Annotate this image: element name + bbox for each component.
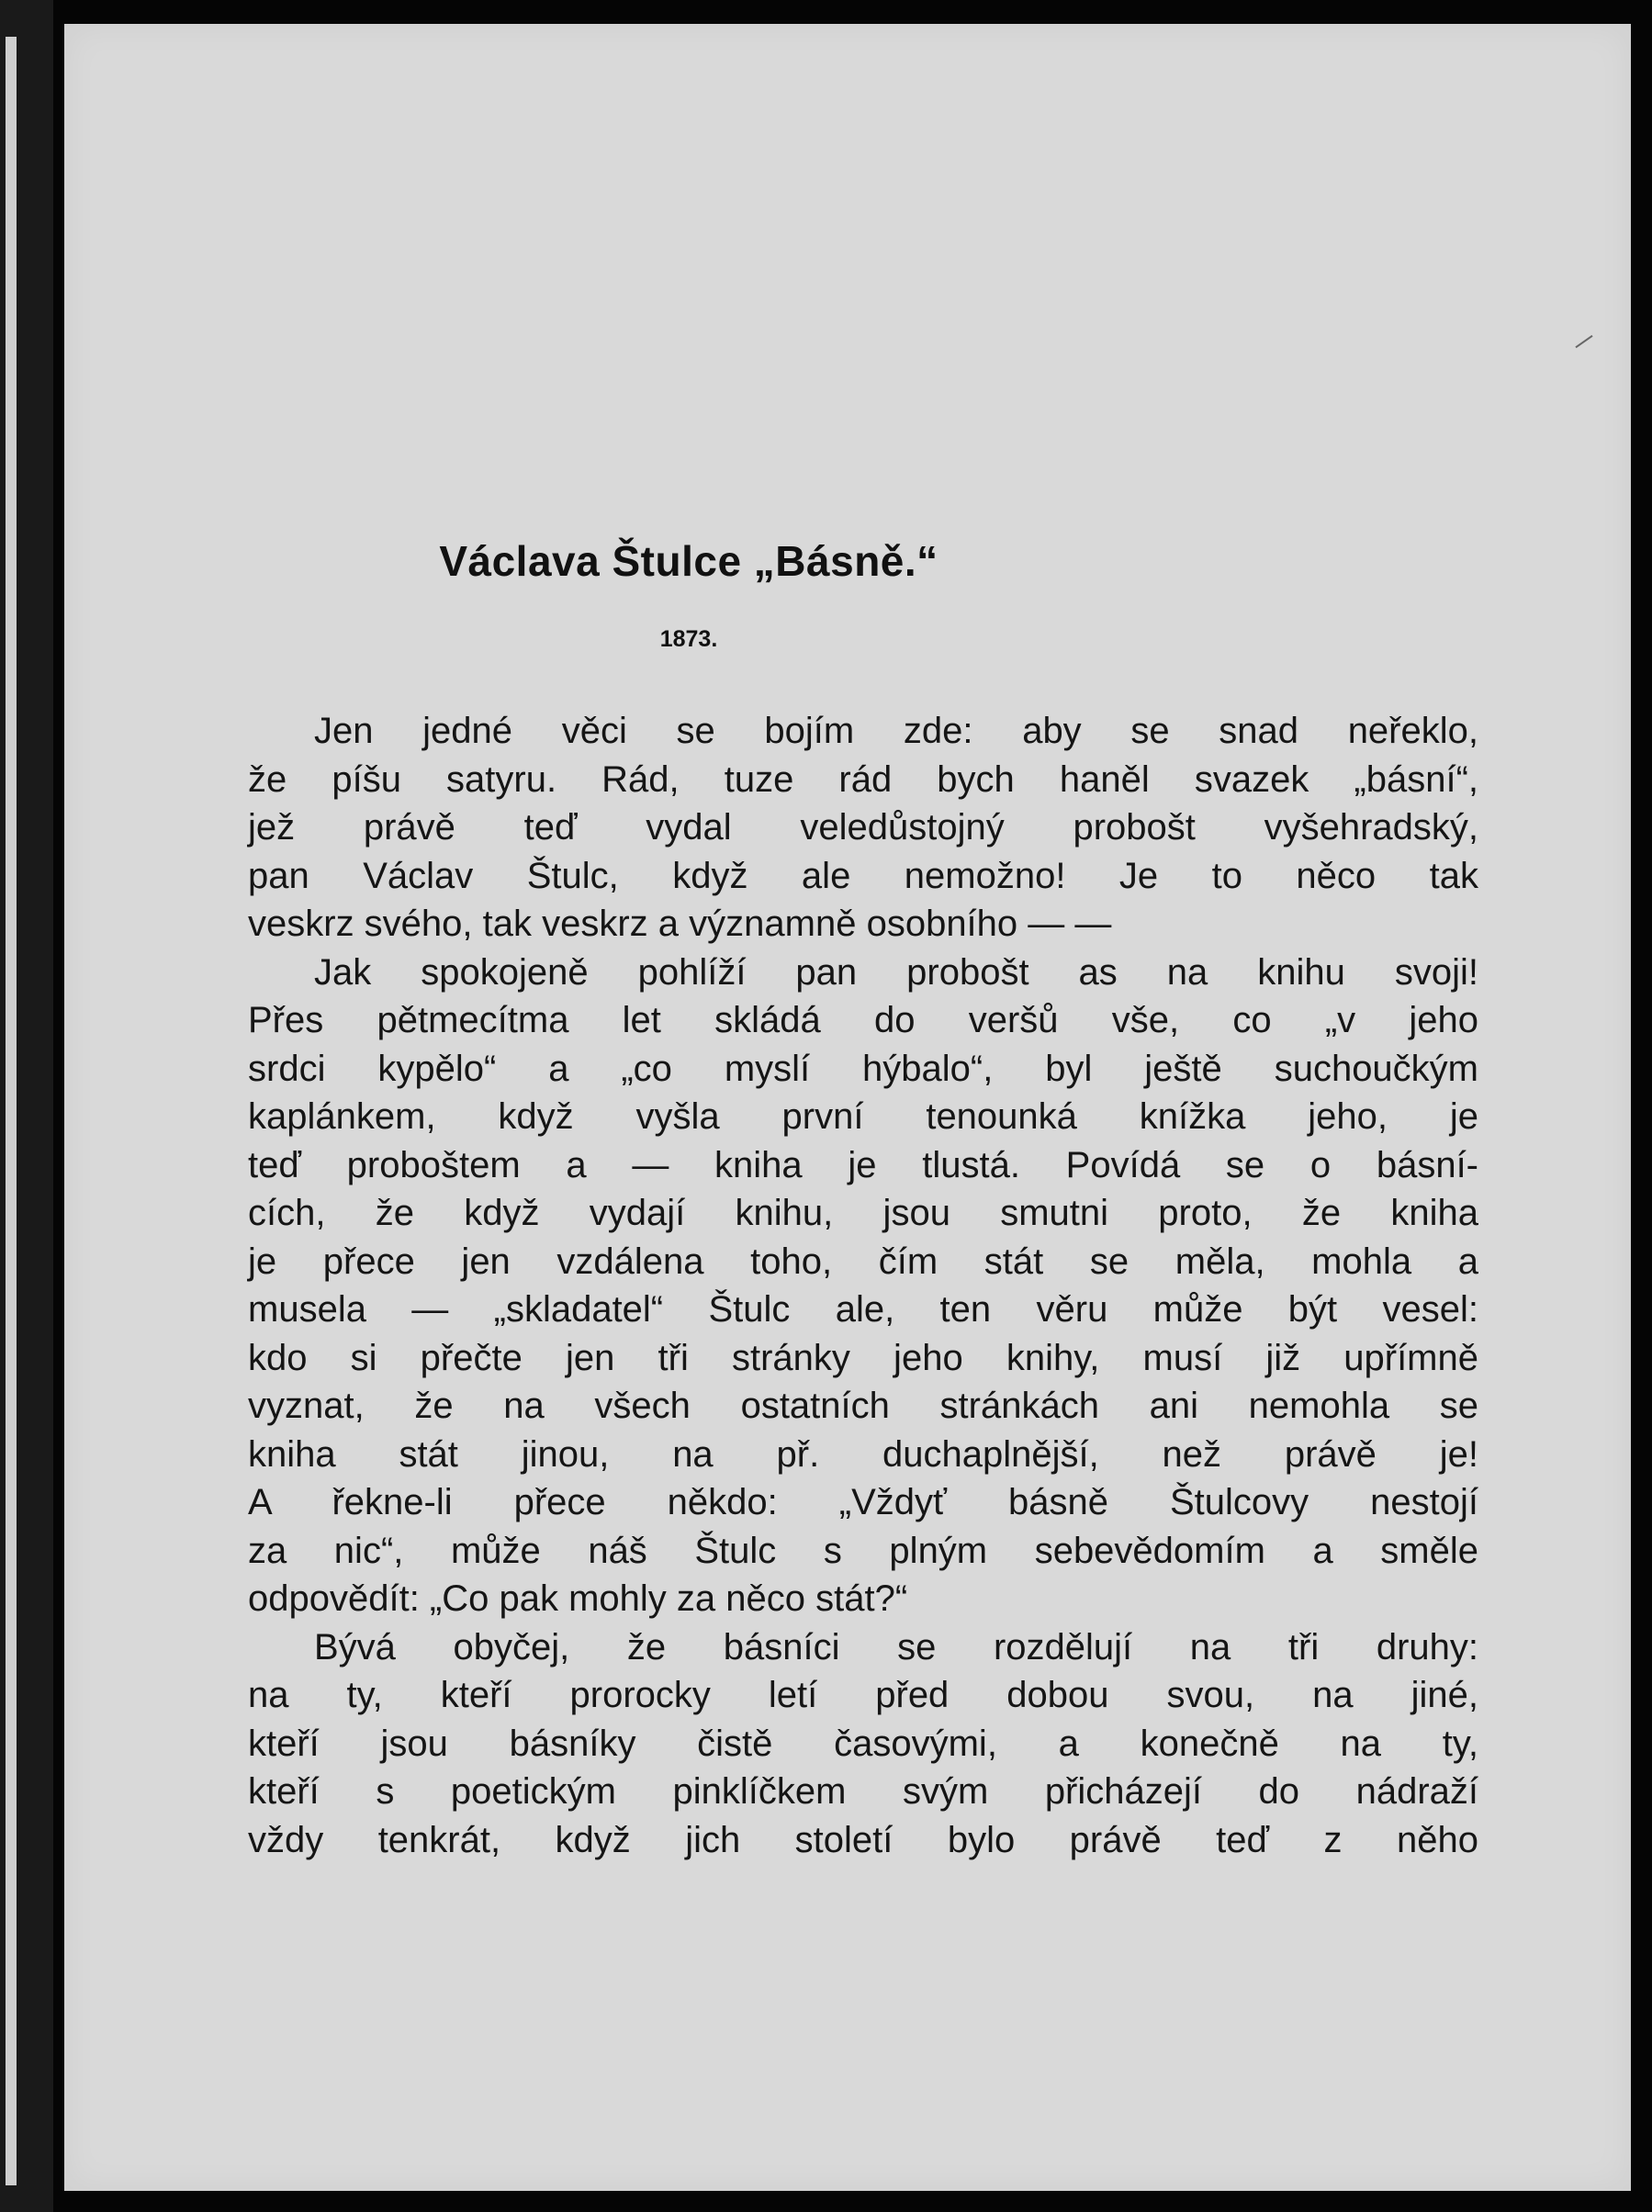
text-line: Jak spokojeně pohlíží pan probošt as na knihu svoji! (314, 951, 1478, 993)
body-text (248, 707, 1478, 1864)
text-line: pan Václav Štulc, když ale nemožno! Je to něco tak (248, 855, 1478, 896)
text-line: srdci kypělo“ a „co myslí hýbalo“, byl ještě suchoučkým (248, 1048, 1478, 1089)
text-line: na ty, kteří prorocky letí před dobou svou, na jiné, (248, 1675, 1478, 1715)
adjacent-page-strip (6, 37, 17, 2185)
text-line: Bývá obyčej, že básníci se rozdělují na tři druhy: (314, 1626, 1478, 1667)
text-line: je přece jen vzdálena toho, čím stát se měla, mohla a (248, 1241, 1478, 1282)
text-line: kniha stát jinou, na př. duchaplnější, než právě je! (248, 1433, 1478, 1475)
text-line: že píšu satyru. Rád, tuze rád bych haněl svazek „básní“, (248, 758, 1478, 800)
text-line: Přes pětmecítma let skládá do veršů vše, co „v jeho (248, 1000, 1478, 1040)
text-line: za nic“, může náš Štulc s plným sebevědomím a směle (248, 1530, 1478, 1571)
text-line: vždy tenkrát, když jich století bylo právě teď z něho (248, 1819, 1478, 1860)
text-line: jež právě teď vydal veledůstojný probošt vyšehradský, (248, 807, 1478, 848)
text-line: kteří jsou básníky čistě časovými, a konečně na ty, (248, 1723, 1478, 1764)
text-line: kteří s poetickým pinklíčkem svým přicházejí do nádraží (248, 1771, 1478, 1812)
text-line: kaplánkem, když vyšla první tenounká knížka jeho, je (248, 1096, 1478, 1137)
page-year: 1873. (659, 626, 718, 652)
text-line: veskrz svého, tak veskrz a významně osobního — — (248, 904, 1112, 944)
text-line: musela — „skladatel“ Štulc ale, ten věru může být vesel: (248, 1289, 1478, 1330)
text-line: teď proboštem a — kniha je tlustá. Povídá se o básní- (248, 1144, 1478, 1185)
text-line: cích, že když vydají knihu, jsou smutni proto, že kniha (248, 1193, 1478, 1233)
text-line: vyznat, že na všech ostatních stránkách ani nemohla se (248, 1386, 1478, 1426)
book-page (64, 24, 1631, 2191)
text-line: odpovědít: „Co pak mohly za něco stát?“ (248, 1578, 908, 1619)
page-title: Václava Štulce „Básně.“ (439, 537, 938, 585)
text-line: kdo si přečte jen tři stránky jeho knihy, musí již upřímně (248, 1337, 1478, 1378)
text-line: A řekne-li přece někdo: „Vždyť básně Štulcovy nestojí (248, 1482, 1478, 1522)
text-line: Jen jedné věci se bojím zde: aby se snad neřeklo, (314, 711, 1478, 751)
adjacent-page-edge (0, 0, 53, 2212)
